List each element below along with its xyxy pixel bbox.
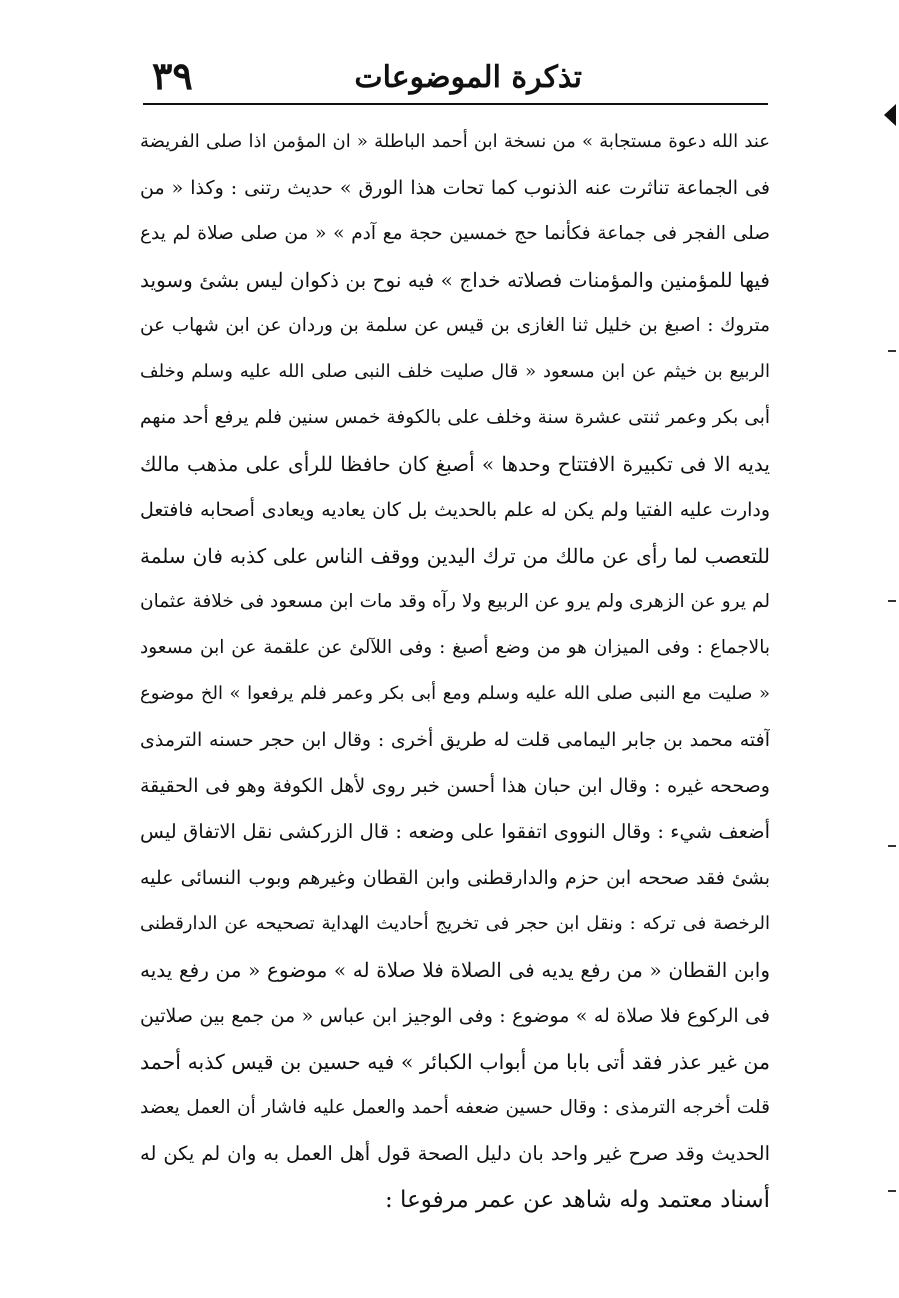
text-line: آفته محمد بن جابر اليمامى قلت له طريق أخرى : وقال ابن حجر حسنه الترمذى [140, 729, 770, 751]
text-line: فيها للمؤمنين والمؤمنات فصلاته خداج » فيه نوح بن ذكوان ليس بشئ وسويد [140, 268, 770, 292]
text-line: « صليت مع النبى صلى الله عليه وسلم ومع أبى بكر وعمر فلم يرفعوا » الخ موضوع [140, 683, 770, 704]
text-line: أسناد معتمد وله شاهد عن عمر مرفوعا : [385, 1187, 770, 1213]
text-line: متروك : اصبغ بن خليل ثنا الغازى بن قيس عن سلمة بن وردان عن ابن شهاب عن [140, 315, 770, 336]
margin-dash-icon [888, 350, 896, 352]
text-line: وابن القطان « من رفع يديه فى الصلاة فلا صلاة له » موضوع « من رفع يديه [140, 958, 770, 982]
text-line: أبى بكر وعمر ثنتى عشرة سنة وخلف على بالكوفة خمس سنين فلم يرفع أحد منهم [140, 407, 770, 428]
header-title: تذكرة الموضوعات [354, 60, 582, 95]
text-line: ودارت عليه الفتيا ولم يكن له علم بالحديث بل كان يعاديه ويعادى أصحابه فافتعل [140, 499, 770, 521]
text-line: للتعصب لما رأى عن مالك من ترك اليدين ووقف الناس على كذبه فان سلمة [140, 544, 770, 568]
text-line: أضعف شيء : وقال النووى اتفقوا على وضعه : قال الزركشى نقل الاتفاق ليس [140, 820, 770, 843]
text-line: الربيع بن خيثم عن ابن مسعود « قال صليت خلف النبى صلى الله عليه وسلم وخلف [140, 361, 770, 382]
margin-dash-icon [888, 600, 896, 602]
text-line: بالاجماع : وفى الميزان هو من وضع أصبغ : وفى اللآلئ عن علقمة عن ابن مسعود [140, 637, 770, 658]
text-line: لم يرو عن الزهرى ولم يرو عن الربيع ولا رآه وقد مات ابن مسعود فى خلافة عثمان [140, 591, 770, 612]
text-line: يديه الا فى تكبيرة الافتتاح وحدها » أصبغ كان حافظا للرأى على مذهب مالك [140, 452, 770, 476]
running-header [140, 53, 768, 98]
text-line: بشئ فقد صححه ابن حزم والدارقطنى وابن القطان وغيرهم وبوب النسائى عليه [140, 867, 770, 889]
body-text [140, 120, 770, 1220]
text-line: الرخصة فى تركه : ونقل ابن حجر فى تخريج أحاديث الهداية تصحيحه عن الدارقطنى [140, 913, 770, 934]
text-line: فى الجماعة تناثرت عنه الذنوب كما تحات هذا الورق » حديث رتنى : وكذا « من [140, 177, 770, 199]
text-line: قلت أخرجه الترمذى : وقال حسين ضعفه أحمد والعمل عليه فاشار أن العمل يعضد [140, 1097, 770, 1118]
margin-dash-icon [888, 1190, 896, 1192]
text-line: الحديث وقد صرح غير واحد بان دليل الصحة قول أهل العمل به وان لم يكن له [140, 1142, 770, 1165]
margin-triangle-icon [884, 104, 896, 126]
text-line: وصححه غيره : وقال ابن حبان هذا أحسن خبر روى لأهل الكوفة وهو فى الحقيقة [140, 775, 770, 797]
text-line: من غير عذر فقد أتى بابا من أبواب الكبائر » فيه حسين بن قيس كذبه أحمد [140, 1050, 770, 1074]
text-line: عند الله دعوة مستجابة » من نسخة ابن أحمد الباطلة « ان المؤمن اذا صلى الفريضة [140, 131, 770, 152]
text-line: فى الركوع فلا صلاة له » موضوع : وفى الوجيز ابن عباس « من جمع بين صلاتين [140, 1005, 770, 1027]
margin-dash-icon [888, 845, 896, 847]
text-line: صلى الفجر فى جماعة فكأنما حج خمسين حجة مع آدم » « من صلى صلاة لم يدع [140, 223, 770, 244]
header-rule [143, 103, 768, 105]
page-number: ٣٩ [152, 53, 193, 98]
